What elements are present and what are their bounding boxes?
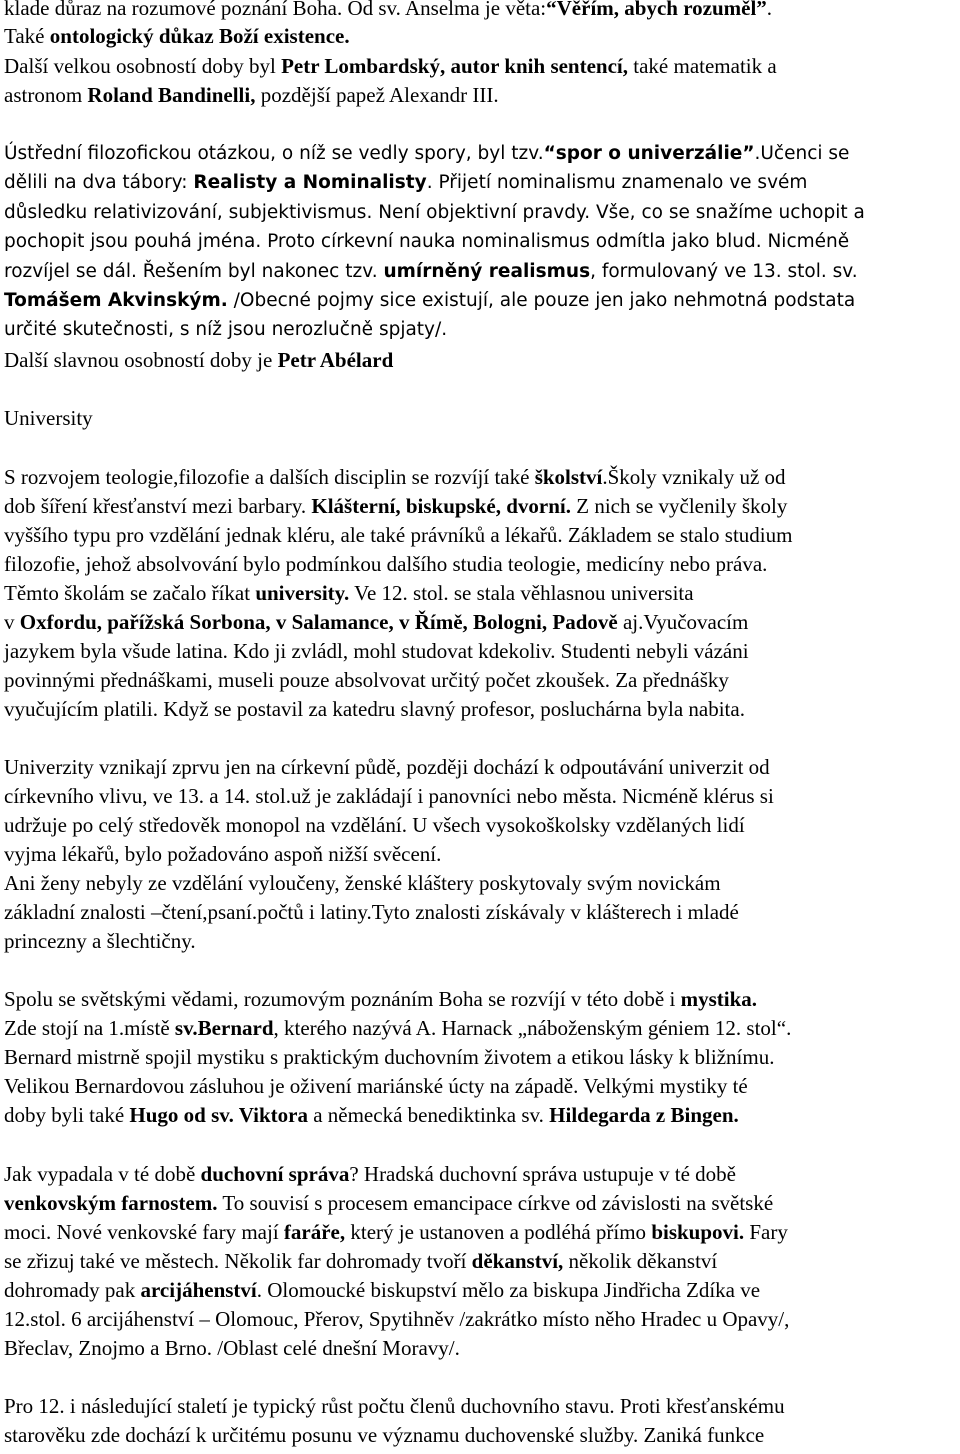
text-line: Těmto školám se začalo říkat university. Ve 12. stol. se stala věhlasnou universita [4,581,694,605]
text-line: se zřizuj také ve městech. Několik far dohromady tvoří děkanství, několik děkanství [4,1249,718,1273]
text-line: doby byli také Hugo od sv. Viktora a německá benediktinka sv. Hildegarda z Bingen. [4,1103,739,1127]
text-line: Pro 12. i následující staletí je typický růst počtu členů duchovního stavu. Proti křesťanskému [4,1394,785,1418]
text-line: venkovským farnostem. To souvisí s procesem emancipace církve od závislosti na světské [4,1191,774,1215]
text-line: základní znalosti –čtení,psaní.počtů i latiny.Tyto znalosti získávaly v klášterech i mladé [4,900,739,924]
text-line: rozvíjel se dál. Řešením byl nakonec tzv. umírněný realismus, formulovaný ve 13. stol. sv. [4,261,858,282]
text-line: určité skutečnosti, s níž jsou nerozlučně spjaty/. [4,319,448,340]
text-line: Další velkou osobností doby byl Petr Lombardský, autor knih sentencí, také matematik a [4,54,777,78]
text-line: princezny a šlechtičny. [4,929,196,953]
text-line: důsledku relativizování, subjektivismus. Není objektivní pravdy. Vše, co se snažíme uchopit a [4,202,865,223]
text-line: Ani ženy nebyly ze vzdělání vyloučeny, ženské kláštery poskytovaly svým novickám [4,871,721,895]
text-line: Břeclav, Znojmo a Brno. /Oblast celé dnešní Moravy/. [4,1336,460,1360]
text-line: dob šíření křesťanství mezi barbary. Klášterní, biskupské, dvorní. Z nich se vyčlenily školy [4,494,788,518]
text-line: Bernard mistrně spojil mystiku s praktickým duchovním životem a etikou lásky k bližnímu. [4,1045,775,1069]
text-line: Zde stojí na 1.místě sv.Bernard, kterého nazývá A. Harnack „náboženským géniem 12. stol“. [4,1016,792,1040]
text-line: pochopit jsou pouhá jména. Proto církevní nauka nominalismus odmítla jako blud. Nicméně [4,231,850,252]
text-line: moci. Nové venkovské fary mají faráře, který je ustanoven a podléhá přímo biskupovi. Fary [4,1220,788,1244]
text-line: vyučujícím platili. Když se postavil za katedru slavný profesor, posluchárna byla nabita. [4,697,745,721]
text-line: astronom Roland Bandinelli, pozdější papež Alexandr III. [4,83,499,107]
text-line: S rozvojem teologie,filozofie a dalších disciplin se rozvíjí také školství.Školy vznikaly už od [4,465,786,489]
text-line: Také ontologický důkaz Boží existence. [4,24,350,48]
text-line: dělili na dva tábory: Realisty a Nominalisty. Přijetí nominalismu znamenalo ve svém [4,172,808,193]
text-line: Tomášem Akvinským. /Obecné pojmy sice existují, ale pouze jen jako nehmotná podstata [4,290,856,311]
text-line: Další slavnou osobností doby je Petr Abélard [4,348,394,372]
text-line: filozofie, jehož absolvování bylo podmínkou dalšího studia teologie, medicíny nebo práva. [4,552,768,576]
text-line: Univerzity vznikají zprvu jen na církevní půdě, později dochází k odpoutávání univerzit od [4,755,770,779]
text-line: Jak vypadala v té době duchovní správa? Hradská duchovní správa ustupuje v té době [4,1162,736,1186]
text-line: dohromady pak arcijáhenství. Olomoucké biskupství mělo za biskupa Jindřicha Zdíka ve [4,1278,761,1302]
section-heading: University [4,406,93,430]
text-line: starověku zde dochází k určitému posunu ve významu duchovenské služby. Zaniká funkce [4,1423,765,1447]
text-line: jazykem byla všude latina. Kdo ji zvládl, mohl studovat kdekoliv. Studenti nebyli vázáni [4,639,749,663]
text-line: udržuje po celý středověk monopol na vzdělání. U všech vysokoškolsky vzdělaných lidí [4,813,745,837]
text-line: povinnými přednáškami, museli pouze absolvovat určitý počet zkoušek. Za přednášky [4,668,729,692]
text-line: Ústřední filozofickou otázkou, o níž se vedly spory, byl tzv.“spor o univerzálie”.Učenci se [4,143,850,164]
text-line: 12.stol. 6 arcijáhenství – Olomouc, Přerov, Spytihněv /zakrátko místo něho Hradec u Opavy/, [4,1307,790,1331]
text-line: vyjma lékařů, bylo požadováno aspoň nižší svěcení. [4,842,442,866]
text-line: církevního vlivu, ve 13. a 14. stol.už je zakládají i panovníci nebo města. Nicméně klérus si [4,784,774,808]
text-line: Spolu se světskými vědami, rozumovým poznáním Boha se rozvíjí v této době i mystika. [4,987,758,1011]
text-line: vyššího typu pro vzdělání jednak kléru, ale také právníků a lékařů. Základem se stalo studium [4,523,793,547]
text-line: klade důraz na rozumové poznání Boha. Od sv. Anselma je věta:“Věřím, abych rozuměl”. [4,0,773,20]
text-line: Velikou Bernardovou zásluhou je oživení mariánské úcty na západě. Velkými mystiky té [4,1074,748,1098]
text-line: v Oxfordu, pařížská Sorbona, v Salamance, v Římě, Bologni, Padově aj.Vyučovacím [4,610,749,634]
